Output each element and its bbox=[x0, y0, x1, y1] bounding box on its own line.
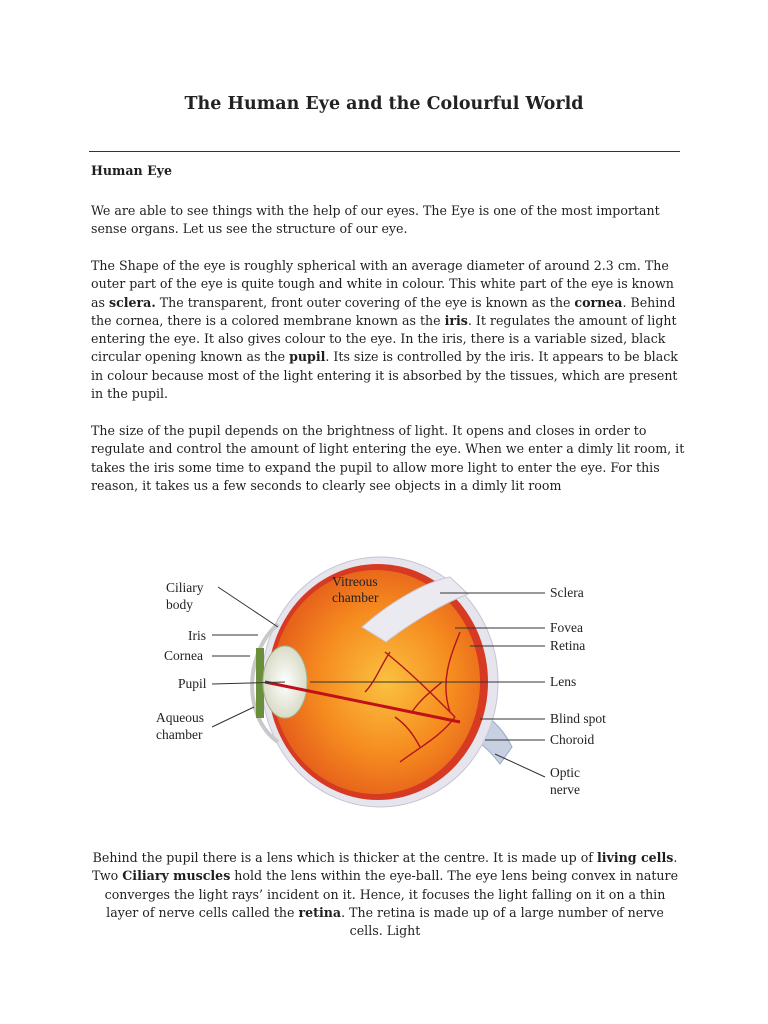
title-rule bbox=[89, 151, 680, 152]
eye-diagram bbox=[150, 532, 620, 817]
label-sclera: Sclera bbox=[550, 585, 584, 600]
paragraph-pupil-size: The size of the pupil depends on the brightness of light. It opens and closes in order to regulate and control the amount of light entering the eye. When we enter a dimly lit room, it takes the iris some time to expand the pupil to allow more light to enter the eye. For this reason, it takes us a few seconds to clearly see objects in a dimly lit room bbox=[91, 423, 685, 493]
label-cornea: Cornea bbox=[164, 648, 203, 663]
label-choroid: Choroid bbox=[550, 732, 595, 747]
paragraph-eye-shape: The Shape of the eye is roughly spherical with an average diameter of around 2.3 cm. The outer part of the eye is quite tough and white in colour. This white part of the eye is known as sclera. The transparent, front outer covering of the eye is known as the cornea. Behind the cornea, there is a colored membrane known as the iris. It regulates the amount of light entering the eye. It also gives colour to the eye. In the iris, there is a variable sized, black circular opening known as the pupil. Its size is controlled by the iris. It appears to be black in colour because most of the light entering it is absorbed by the tissues, which are present in the pupil. bbox=[91, 258, 678, 402]
section-heading: Human Eye bbox=[91, 163, 173, 178]
paragraph-intro: We are able to see things with the help of our eyes. The Eye is one of the most important sense organs. Let us see the structure of our eye. bbox=[91, 203, 660, 237]
label-retina: Retina bbox=[550, 638, 586, 653]
label-pupil: Pupil bbox=[178, 676, 207, 691]
paragraph-lens: Behind the pupil there is a lens which is thicker at the centre. It is made up of living cells. Two Ciliary muscles hold the lens within the eye-ball. The eye lens being convex in nature converges the light rays’ incident on it. Hence, it focuses the light falling on it on a thin layer of nerve cells called the retina. The retina is made up of a large number of nerve cells. Light bbox=[91, 850, 679, 939]
label-aqueous-chamber: Aqueous chamber bbox=[156, 710, 204, 742]
page-title: The Human Eye and the Colourful World bbox=[184, 94, 584, 114]
label-ciliary-body: Ciliary body bbox=[166, 580, 204, 612]
label-vitreous-chamber: Vitreous chamber bbox=[332, 574, 379, 605]
label-optic-nerve: Optic nerve bbox=[550, 765, 580, 797]
label-fovea: Fovea bbox=[550, 620, 583, 635]
label-lens: Lens bbox=[550, 674, 577, 689]
label-iris: Iris bbox=[188, 628, 206, 643]
label-blind-spot: Blind spot bbox=[550, 711, 606, 726]
